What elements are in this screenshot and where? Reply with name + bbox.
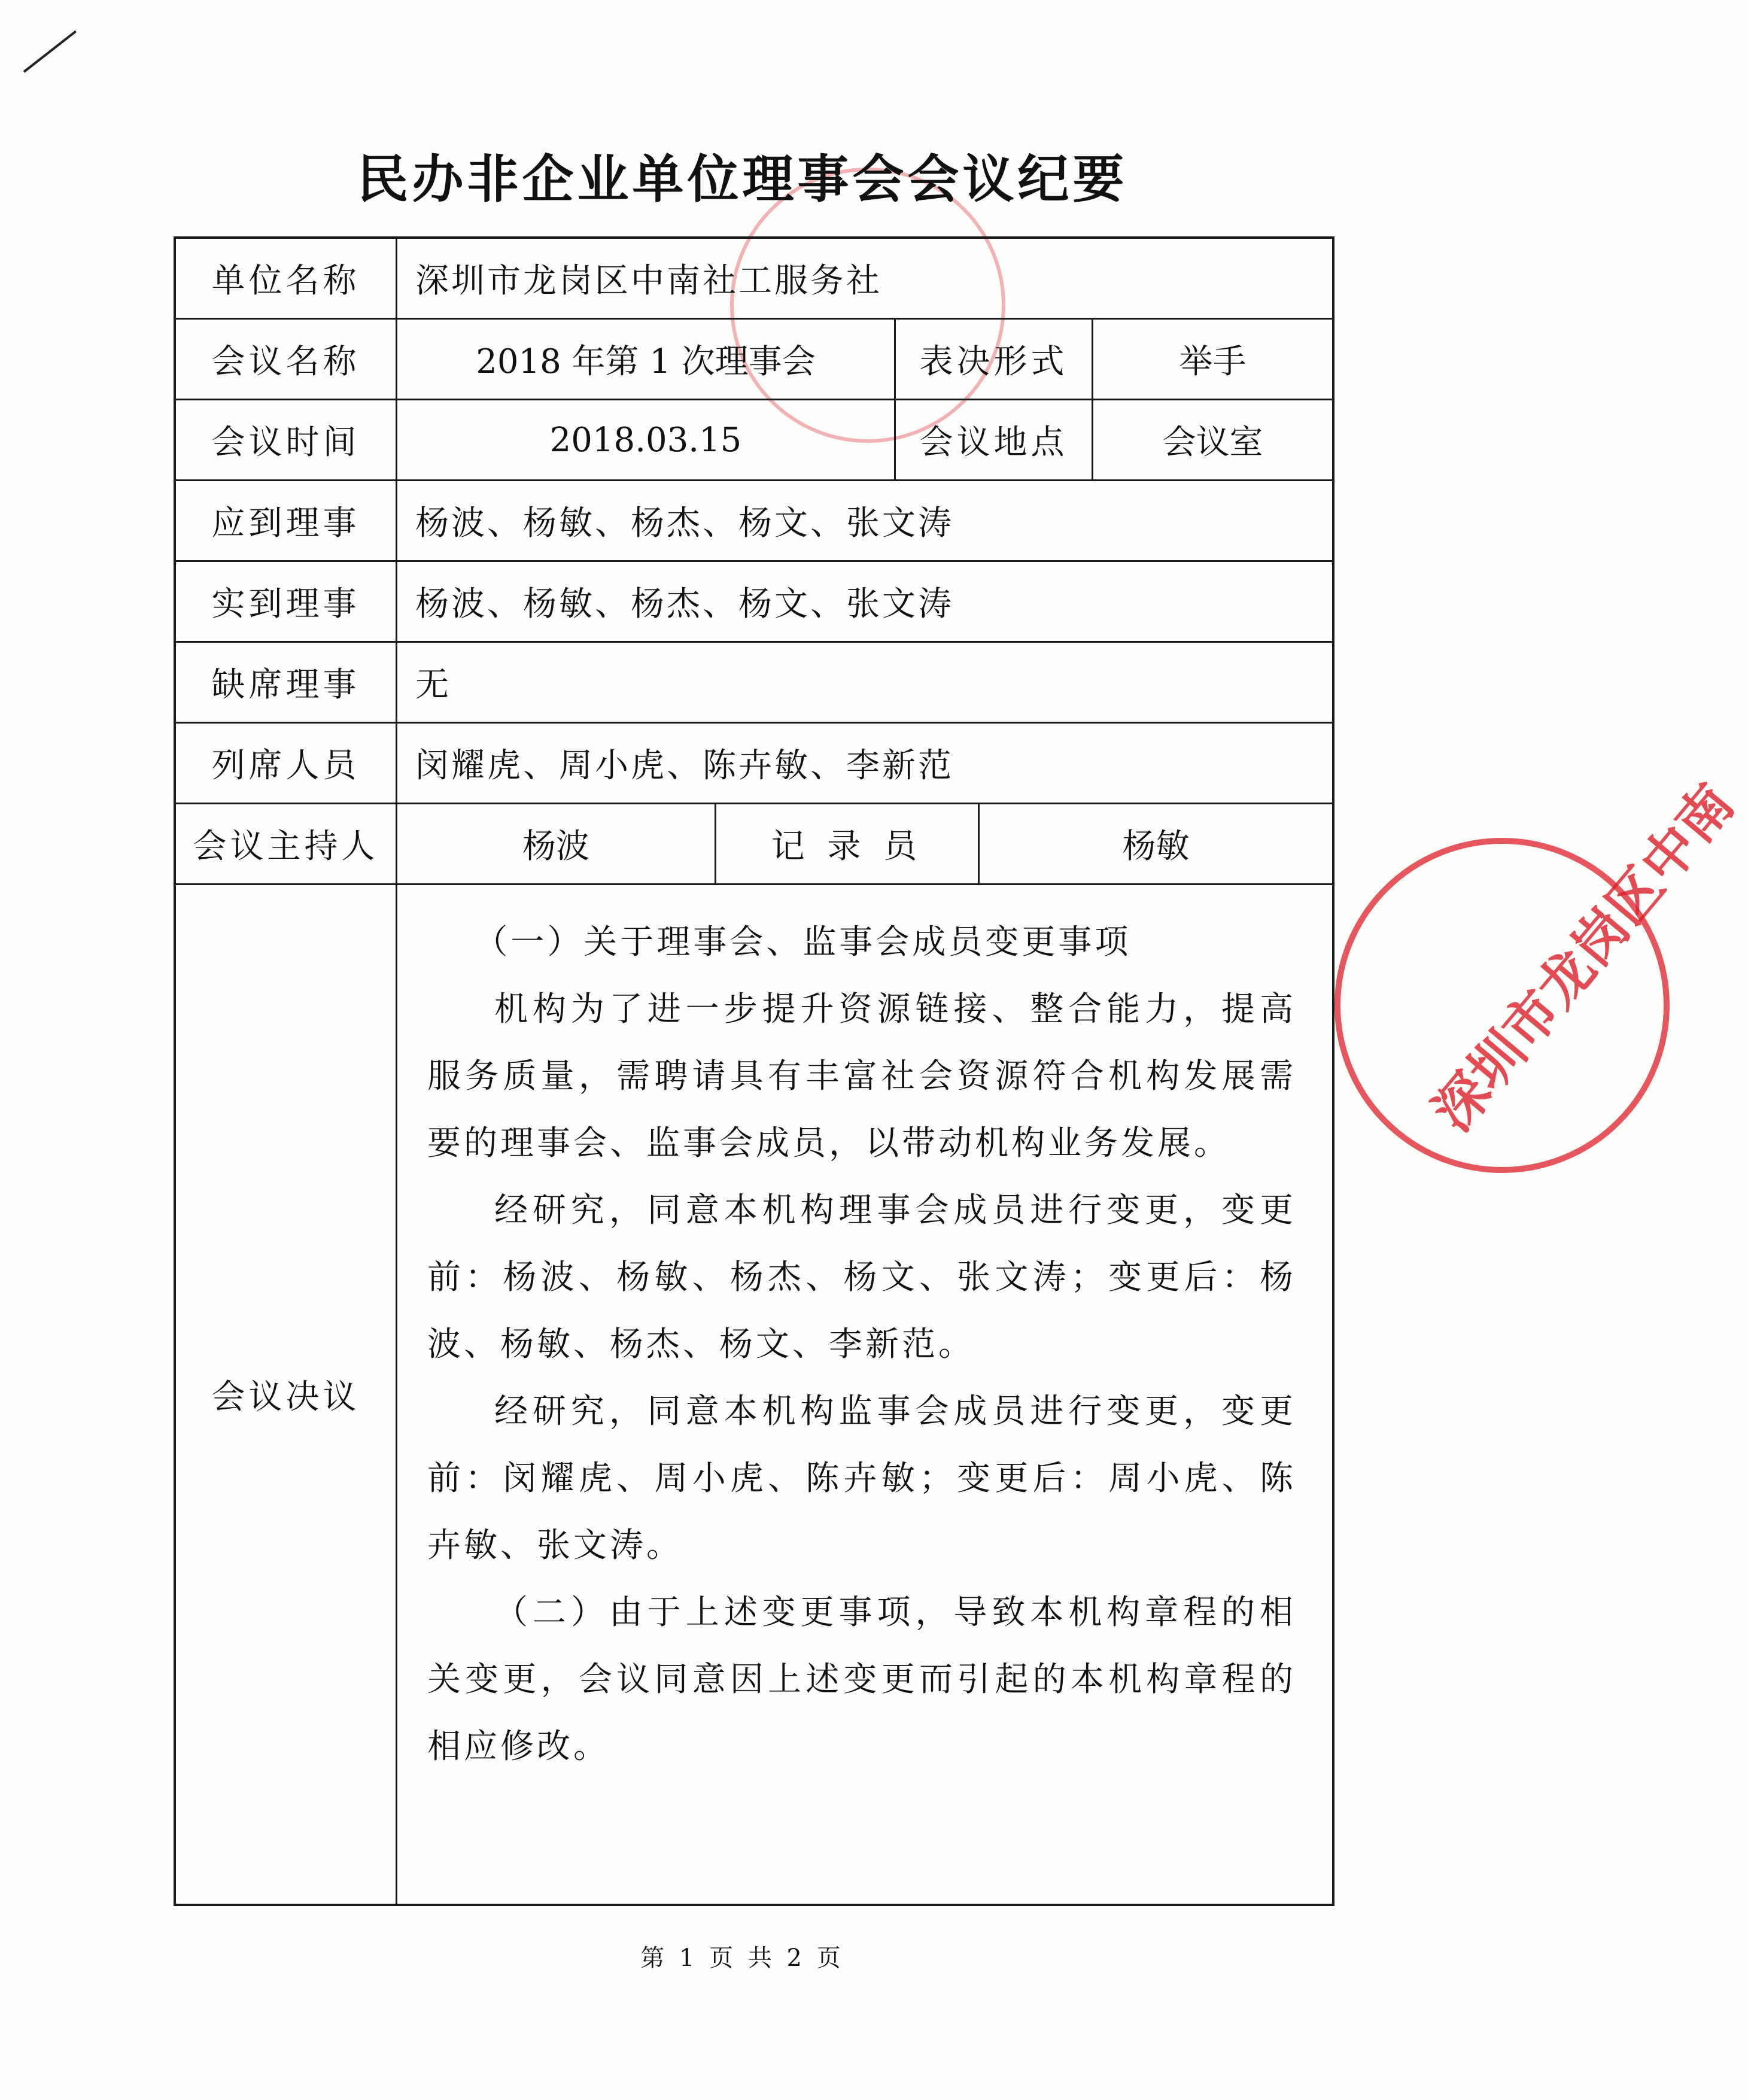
- row-resolution: [176, 885, 1332, 1904]
- expected-label: 应到理事: [176, 481, 397, 560]
- unit-value: 深圳市龙岗区中南社工服务社: [415, 262, 882, 300]
- resolution-paragraph-3: 经研究，同意本机构理事会成员进行变更，变更前：杨波、杨敏、杨杰、杨文、张文涛；变更后：杨波、杨敏、杨杰、杨文、李新范。: [427, 1191, 1296, 1364]
- resolution-body: [397, 885, 1332, 1904]
- expected-value: 杨波、杨敏、杨杰、杨文、张文涛: [415, 504, 954, 543]
- vote-label: 表决形式: [894, 320, 1092, 399]
- attendees-value: 闵耀虎、周小虎、陈卉敏、李新范: [415, 746, 954, 785]
- row-meeting-name: [176, 320, 1332, 400]
- attendees-label: 列席人员: [176, 724, 397, 803]
- unit-label: 单位名称: [176, 239, 397, 318]
- actual-label: 实到理事: [176, 562, 397, 641]
- official-seal: [1334, 772, 1747, 1173]
- host-label: 会议主持人: [176, 804, 397, 883]
- actual-value: 杨波、杨敏、杨杰、杨文、张文涛: [415, 585, 954, 624]
- place-value: 会议室: [1092, 400, 1332, 479]
- resolution-paragraph-2: 机构为了进一步提升资源链接、整合能力，提高服务质量，需聘请具有丰富社会资源符合机构发展需要的理事会、监事会成员，以带动机构业务发展。: [427, 990, 1296, 1163]
- resolution-heading-1: （一）关于理事会、监事会成员变更事项: [474, 923, 1132, 962]
- vote-value: 举手: [1092, 320, 1332, 399]
- row-attendees: [176, 724, 1332, 804]
- place-label: 会议地点: [894, 400, 1092, 479]
- row-unit: [176, 239, 1332, 320]
- document-title: 民办非企业单位理事会会议纪要: [357, 150, 1128, 209]
- time-value: 2018.03.15: [549, 420, 742, 460]
- minutes-table: [174, 236, 1334, 1906]
- row-time: [176, 400, 1332, 481]
- resolution-paragraph-5: （二）由于上述变更事项，导致本机构章程的相关变更，会议同意因上述变更而引起的本机构章程的相应修改。: [427, 1593, 1296, 1766]
- host-value: 杨波: [522, 827, 589, 866]
- time-label: 会议时间: [176, 400, 397, 479]
- recorder-value: 杨敏: [978, 804, 1332, 883]
- row-host: [176, 804, 1332, 885]
- row-expected: [176, 481, 1332, 562]
- resolution-label: 会议决议: [176, 885, 397, 1904]
- row-actual: [176, 562, 1332, 643]
- meeting-name-value: 2018 年第 1 次理事会: [476, 342, 816, 381]
- resolution-paragraph-4: 经研究，同意本机构监事会成员进行变更，变更前：闵耀虎、周小虎、陈卉敏；变更后：周小虎、陈卉敏、张文涛。: [427, 1392, 1296, 1565]
- meeting-name-label: 会议名称: [176, 320, 397, 399]
- corner-pen-mark: [23, 31, 77, 73]
- absent-value: 无: [415, 665, 451, 704]
- seal-text: 深圳市龙岗区中南: [1421, 772, 1747, 1143]
- absent-label: 缺席理事: [176, 643, 397, 722]
- page-number: 第 1 页 共 2 页: [640, 1944, 844, 1972]
- row-absent: [176, 643, 1332, 724]
- recorder-label: 记 录 员: [715, 804, 978, 883]
